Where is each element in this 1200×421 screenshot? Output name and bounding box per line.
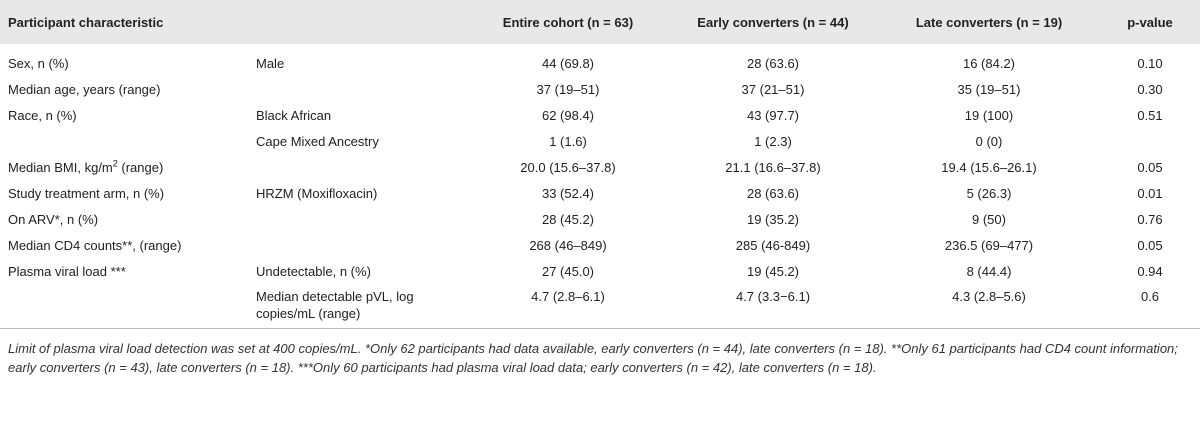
row-p-value: 0.30	[1137, 81, 1163, 97]
header-row	[0, 0, 1200, 44]
header-p-value: p-value	[1127, 14, 1173, 30]
row-characteristic: Race, n (%)	[8, 107, 77, 123]
header-early-converters: Early converters (n = 44)	[697, 14, 849, 30]
row-characteristic: On ARV*, n (%)	[8, 211, 99, 227]
row-p-value: 0.51	[1137, 107, 1163, 123]
row-entire-cohort: 268 (46–849)	[529, 237, 607, 253]
row-characteristic: Median age, years (range)	[8, 81, 161, 97]
row-late-converters: 16 (84.2)	[962, 55, 1016, 71]
table-header	[0, 0, 1200, 44]
row-subcategory: Cape Mixed Ancestry	[256, 133, 379, 149]
row-p-value: 0.05	[1137, 159, 1163, 175]
row-entire-cohort: 44 (69.8)	[541, 55, 595, 71]
row-subcategory	[248, 154, 468, 180]
row-p-value: 0.76	[1137, 211, 1163, 227]
row-entire-cohort: 4.7 (2.8–6.1)	[531, 289, 605, 304]
table-row	[0, 128, 1200, 154]
header-entire-cohort: Entire cohort (n = 63)	[502, 14, 634, 30]
header-participant-characteristic: Participant characteristic	[8, 14, 164, 30]
row-characteristic: Study treatment arm, n (%)	[8, 185, 165, 201]
table-row	[0, 284, 1200, 328]
row-subcategory: Male	[256, 55, 285, 71]
row-early-converters: 1 (2.3)	[754, 133, 792, 149]
row-p-value: 0.94	[1137, 263, 1163, 279]
row-subcategory: Undetectable, n (%)	[256, 263, 371, 279]
row-late-converters: 19.4 (15.6–26.1)	[941, 159, 1037, 175]
row-entire-cohort: 62 (98.4)	[541, 107, 595, 123]
table-row	[0, 154, 1200, 180]
header-late-converters: Late converters (n = 19)	[915, 14, 1063, 30]
table-row	[0, 180, 1200, 206]
row-p-value: 0.6	[1140, 289, 1160, 304]
table-row	[0, 102, 1200, 128]
row-entire-cohort: 33 (52.4)	[541, 185, 595, 201]
row-characteristic	[0, 284, 248, 328]
table-body	[0, 44, 1200, 328]
bmi-label-suffix: (range)	[117, 159, 164, 175]
row-late-converters: 8 (44.4)	[966, 263, 1012, 279]
row-subcategory: Median detectable pVL, log copies/mL (range)	[256, 289, 414, 321]
table-row	[0, 258, 1200, 284]
row-subcategory	[248, 206, 468, 232]
row-entire-cohort: 37 (19–51)	[536, 81, 600, 97]
row-characteristic: Sex, n (%)	[8, 55, 69, 71]
row-late-converters: 9 (50)	[972, 211, 1006, 227]
row-early-converters: 28 (63.6)	[746, 55, 800, 71]
row-early-converters: 19 (45.2)	[746, 263, 800, 279]
row-early-converters: 28 (63.6)	[746, 185, 800, 201]
row-early-converters: 21.1 (16.6–37.8)	[725, 159, 821, 175]
row-late-converters: 35 (19–51)	[957, 81, 1021, 97]
row-early-converters: 4.7 (3.3−6.1)	[735, 289, 811, 304]
row-subcategory	[248, 232, 468, 258]
row-subcategory: Black African	[256, 107, 332, 123]
table-row	[0, 232, 1200, 258]
row-p-value: 0.01	[1137, 185, 1163, 201]
row-p-value: 0.10	[1137, 55, 1163, 71]
row-p-value	[1100, 128, 1200, 154]
row-early-converters: 285 (46-849)	[735, 237, 811, 253]
row-late-converters: 5 (26.3)	[966, 185, 1012, 201]
row-early-converters: 43 (97.7)	[746, 107, 800, 123]
table-footnote: Limit of plasma viral load detection was set at 400 copies/mL. *Only 62 participants had data available, early converters (n = 44), late converters (n = 18). **Only 61 participants had CD4 count information; early converters (n = 43), late converters (n = 18). ***Only 60 participants had plasma viral load data; early converters (n = 42), late converters (n = 18).	[8, 341, 1178, 375]
row-characteristic	[0, 154, 248, 180]
row-entire-cohort: 27 (45.0)	[541, 263, 595, 279]
row-late-converters: 19 (100)	[964, 107, 1014, 123]
row-late-converters: 0 (0)	[975, 133, 1003, 149]
table-row	[0, 76, 1200, 102]
table-row	[0, 206, 1200, 232]
row-subcategory: HRZM (Moxifloxacin)	[256, 185, 378, 201]
row-subcategory	[248, 76, 468, 102]
table-row	[0, 44, 1200, 76]
row-characteristic	[0, 128, 248, 154]
bmi-label-superscript: 2	[112, 158, 118, 169]
row-characteristic: Median CD4 counts**, (range)	[8, 237, 182, 253]
row-entire-cohort: 20.0 (15.6–37.8)	[520, 159, 616, 175]
row-entire-cohort: 1 (1.6)	[549, 133, 587, 149]
row-p-value: 0.05	[1137, 237, 1163, 253]
header-subcategory	[248, 0, 468, 44]
bmi-label-text: Median BMI, kg/m	[8, 159, 113, 175]
row-characteristic: Plasma viral load ***	[8, 263, 126, 279]
row-late-converters: 4.3 (2.8–5.6)	[952, 289, 1026, 304]
row-entire-cohort: 28 (45.2)	[541, 211, 595, 227]
row-late-converters: 236.5 (69–477)	[944, 237, 1034, 253]
row-early-converters: 37 (21–51)	[741, 81, 805, 97]
row-early-converters: 19 (35.2)	[746, 211, 800, 227]
